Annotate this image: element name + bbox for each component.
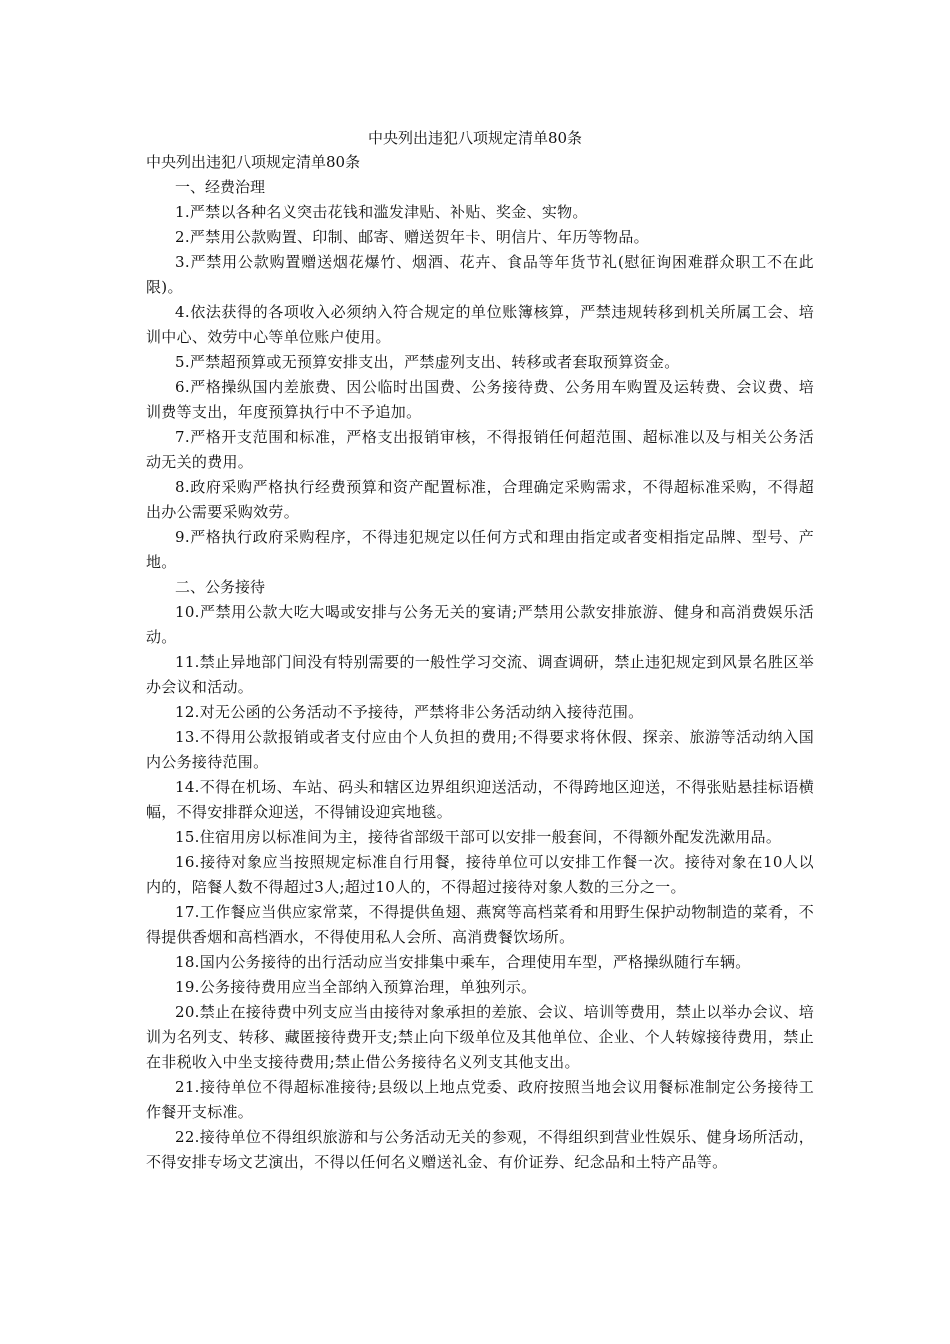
section-title-funding: 一、经费治理: [175, 178, 266, 196]
rule-item: 16.接待对象应当按照规定标准自行用餐，接待单位可以安排工作餐一次。接待对象在10人以内的，陪餐人数不得超过3人;超过10人的，不得超过接待对象人数的三分之一。: [146, 853, 814, 896]
rule-item: 17.工作餐应当供应家常菜，不得提供鱼翅、燕窝等高档菜肴和用野生保护动物制造的菜肴，不得提供香烟和高档酒水，不得使用私人会所、高消费餐饮场所。: [146, 903, 814, 946]
rule-item: 11.禁止异地部门间没有特别需要的一般性学习交流、调查调研，禁止违犯规定到风景名胜区举办会议和活动。: [146, 653, 814, 696]
rule-item: 14.不得在机场、车站、码头和辖区边界组织迎送活动，不得跨地区迎送，不得张贴悬挂标语横幅，不得安排群众迎送，不得铺设迎宾地毯。: [146, 778, 814, 821]
rule-item: 6.严格操纵国内差旅费、因公临时出国费、公务接待费、公务用车购置及运转费、会议费、培训费等支出，年度预算执行中不予追加。: [146, 378, 814, 421]
rule-item: 9.严格执行政府采购程序，不得违犯规定以任何方式和理由指定或者变相指定品牌、型号、产地。: [146, 528, 814, 571]
section-title-reception: 二、公务接待: [175, 578, 266, 596]
rule-item: 12.对无公函的公务活动不予接待，严禁将非公务活动纳入接待范围。: [175, 703, 644, 721]
document-body: [146, 150, 814, 1175]
rule-item: 15.住宿用房以标准间为主，接待省部级干部可以安排一般套间，不得额外配发洗漱用品。: [175, 828, 782, 846]
rule-item: 10.严禁用公款大吃大喝或安排与公务无关的宴请;严禁用公款安排旅游、健身和高消费娱乐活动。: [146, 603, 814, 646]
rule-item: 20.禁止在接待费中列支应当由接待对象承担的差旅、会议、培训等费用，禁止以举办会议、培训为名列支、转移、藏匿接待费开支;禁止向下级单位及其他单位、企业、个人转嫁接待费用，禁止在非税收入中坐支接待费用;禁止借公务接待名义列支其他支出。: [146, 1003, 814, 1071]
rule-item: 13.不得用公款报销或者支付应由个人负担的费用;不得要求将休假、探亲、旅游等活动纳入国内公务接待范围。: [146, 728, 814, 771]
rule-item: 4.依法获得的各项收入必须纳入符合规定的单位账簿核算，严禁违规转移到机关所属工会、培训中心、效劳中心等单位账户使用。: [146, 303, 814, 346]
rule-item: 22.接待单位不得组织旅游和与公务活动无关的参观，不得组织到营业性娱乐、健身场所活动，不得安排专场文艺演出，不得以任何名义赠送礼金、有价证券、纪念品和土特产品等。: [146, 1128, 814, 1171]
rule-item: 7.严格开支范围和标准，严格支出报销审核，不得报销任何超范围、超标准以及与相关公务活动无关的费用。: [146, 428, 814, 471]
rule-item: 8.政府采购严格执行经费预算和资产配置标准，合理确定采购需求，不得超标准采购，不得超出办公需要采购效劳。: [146, 478, 814, 521]
rule-item: 2.严禁用公款购置、印制、邮寄、赠送贺年卡、明信片、年历等物品。: [175, 228, 649, 246]
document-heading: 中央列出违犯八项规定清单80条: [146, 153, 361, 171]
rule-item: 5.严禁超预算或无预算安排支出，严禁虚列支出、转移或者套取预算资金。: [175, 353, 680, 371]
rule-item: 1.严禁以各种名义突击花钱和滥发津贴、补贴、奖金、实物。: [175, 203, 588, 221]
rule-item: 3.严禁用公款购置赠送烟花爆竹、烟酒、花卉、食品等年货节礼(慰征询困难群众职工不在此限)。: [146, 253, 814, 296]
rule-item: 19.公务接待费用应当全部纳入预算治理，单独列示。: [175, 978, 537, 996]
rule-item: 18.国内公务接待的出行活动应当安排集中乘车，合理使用车型，严格操纵随行车辆。: [175, 953, 751, 971]
document-title: 中央列出违犯八项规定清单80条: [367, 129, 583, 147]
rule-item: 21.接待单位不得超标准接待;县级以上地点党委、政府按照当地会议用餐标准制定公务接待工作餐开支标准。: [146, 1078, 814, 1121]
